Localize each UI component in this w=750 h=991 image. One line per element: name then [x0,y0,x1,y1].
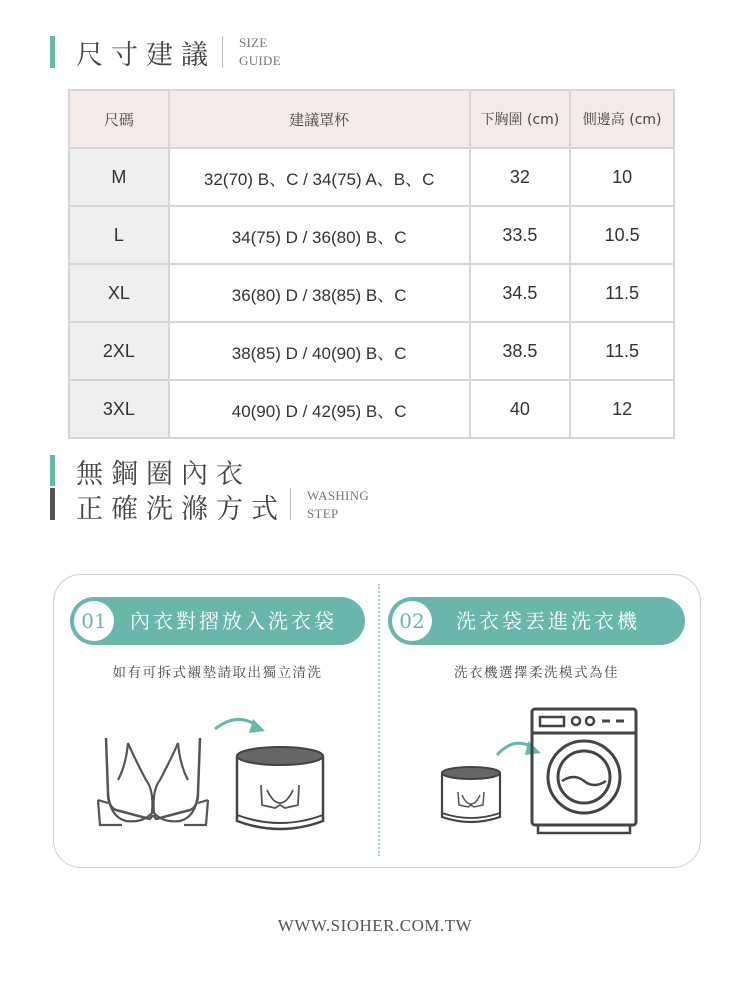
washing-machine-icon [530,707,638,835]
cup-cell: 38(85) D / 40(90) B、C [169,322,470,380]
subtitle-line: GUIDE [239,53,281,68]
size-guide-subtitle [239,34,281,70]
side-height-cell: 10.5 [570,206,674,264]
side-height-cell: 11.5 [570,264,674,322]
column-header: 下胸圍 (cm) [470,90,571,148]
laundry-bag-icon [440,765,502,825]
bra-icon [98,735,208,830]
washing-title-line2: 正確洗滌方式 [76,494,286,525]
step-1-header [70,597,365,645]
size-table [68,89,675,439]
heading-dark-bar [50,488,55,520]
size-cell: 3XL [69,380,169,438]
column-header: 尺碼 [69,90,169,148]
underbust-cell: 40 [470,380,571,438]
step-1-note: 如有可拆式襯墊請取出獨立清洗 [112,665,323,681]
heading-accent-bar [50,455,55,486]
subtitle-line: SIZE [239,35,268,50]
size-cell: XL [69,264,169,322]
side-height-cell: 10 [570,148,674,206]
arrow-icon [213,713,273,743]
step-1-number: 01 [74,601,114,641]
step-1-title: 內衣對摺放入洗衣袋 [130,609,337,633]
table-row [69,380,674,438]
step-2-header [388,597,685,645]
underbust-cell: 38.5 [470,322,571,380]
cup-cell: 36(80) D / 38(85) B、C [169,264,470,322]
laundry-bag-icon [235,745,325,833]
heading-divider [222,36,223,68]
table-row [69,264,674,322]
heading-divider [290,488,291,520]
table-row [69,206,674,264]
step-2-note: 洗衣機選擇柔洗模式為佳 [454,665,619,681]
step-2-title: 洗衣袋丟進洗衣機 [456,609,640,633]
size-guide-title: 尺寸建議 [76,40,216,71]
size-cell: 2XL [69,322,169,380]
underbust-cell: 34.5 [470,264,571,322]
heading-accent-bar [50,36,55,68]
subtitle-line: STEP [307,506,339,521]
side-height-cell: 12 [570,380,674,438]
size-cell: M [69,148,169,206]
washing-subtitle [307,487,369,523]
cup-cell: 32(70) B、C / 34(75) A、B、C [169,148,470,206]
column-header: 建議罩杯 [169,90,470,148]
table-row [69,148,674,206]
table-row [69,322,674,380]
column-header: 側邊高 (cm) [570,90,674,148]
step-divider [378,584,380,856]
footer-url[interactable]: WWW.SIOHER.COM.TW [277,916,473,935]
cup-cell: 40(90) D / 42(95) B、C [169,380,470,438]
underbust-cell: 32 [470,148,571,206]
underbust-cell: 33.5 [470,206,571,264]
washing-title-line1: 無鋼圈內衣 [76,459,251,490]
subtitle-line: WASHING [307,488,370,503]
cup-cell: 34(75) D / 36(80) B、C [169,206,470,264]
side-height-cell: 11.5 [570,322,674,380]
step-2-number: 02 [392,601,432,641]
size-cell: L [69,206,169,264]
table-header-row [69,90,674,148]
